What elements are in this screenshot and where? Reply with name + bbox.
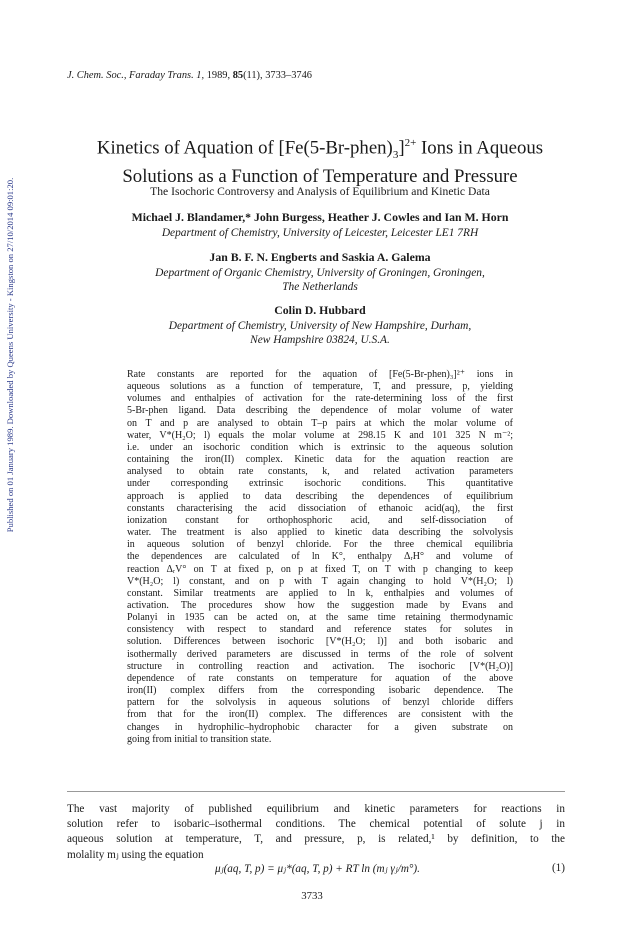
abstract xyxy=(127,369,513,746)
abstract-line: from that for the iron(II) complex. The differences are consistent with the xyxy=(127,709,513,721)
abstract-line: approach is applied to data describing the dependences of equilibrium xyxy=(127,490,513,502)
title-part: Kinetics of Aquation of [Fe(5-Br-phen) xyxy=(96,137,393,159)
download-watermark xyxy=(3,130,17,580)
download-watermark-text: Published on 01 January 1989. Downloaded by Queens University - Kingston on 27/10/2014 09:01:20. xyxy=(5,177,15,533)
abstract-line: going from initial to transition state. xyxy=(127,733,272,745)
abstract-line: reaction ΔᵣV° on T at fixed p, on p at fixed T, on T with p changing to keep xyxy=(127,563,513,575)
abstract-line: pattern for the solvolysis in aqueous solutions of benzyl chloride differs xyxy=(127,697,513,709)
journal-citation xyxy=(67,70,312,81)
journal-name: J. Chem. Soc., Faraday Trans. 1, xyxy=(67,70,205,81)
abstract-line: volumes and enthalpies of activation for the rate-determining loss of the first xyxy=(127,393,513,405)
abstract-line: consistency with respect to standard and reference states for solutes in xyxy=(127,624,513,636)
abstract-line: i.e. under an isochoric condition which is extrinsic to the aqueous solution xyxy=(127,441,513,453)
author-group-3: Colin D. Hubbard xyxy=(274,303,366,317)
abstract-line: structure in controlling reaction and activation. The isochoric [V*(H₂O)] xyxy=(127,660,513,672)
abstract-line: activation. The procedures show how the suggestion made by Evans and xyxy=(127,599,513,611)
author-group-2: Jan B. F. N. Engberts and Saskia A. Galema xyxy=(209,250,431,264)
abstract-line: V*(H₂O; l) constant, and on p with T again changing to hold V*(H₂O; l) xyxy=(127,575,513,587)
abstract-line: on T and p are analysed to obtain T–p pairs at which the molar volume of xyxy=(127,417,513,429)
abstract-line: water. The treatment is also applied to kinetic data describing the solvolysis xyxy=(127,527,513,539)
affiliation-3-line-1: Department of Chemistry, University of New Hampshire, Durham, xyxy=(168,320,472,332)
title-superscript: 2+ xyxy=(404,137,417,149)
title-subscript: 3 xyxy=(392,149,399,162)
body-line: solution refer to isobaric–isothermal conditions. The chemical potential of solute j in xyxy=(67,818,565,831)
abstract-line: iron(II) complex differs from the corresponding isobaric dependence. The xyxy=(127,685,513,697)
abstract-line: analysed to obtain rate constants, k, and related activation parameters xyxy=(127,466,513,478)
body-paragraph xyxy=(67,802,565,863)
abstract-line: ionization constant for orthophosphoric acid, and self-dissociation of xyxy=(127,514,513,526)
abstract-line: isothermally derived parameters are discussed in terms of the role of solvent xyxy=(127,648,513,660)
abstract-line: water, V*(H₂O; l) equals the molar volume at 298.15 K and 101 325 N m⁻²; xyxy=(127,429,513,441)
journal-year: 1989, xyxy=(206,70,231,81)
body-line: aqueous solution at temperature, T, and pressure, p, is related,¹ by definition, to the xyxy=(67,833,565,846)
abstract-line: constants characterising the acid dissociation of ethanoic acid(aq), the first xyxy=(127,502,513,514)
author-group-1: Michael J. Blandamer,* John Burgess, Heather J. Cowles and Ian M. Horn xyxy=(131,210,509,224)
abstract-line: dependence of rate constants on temperature for aquation of the above xyxy=(127,672,513,684)
abstract-line: constant. Similar treatments are applied to ln k, enthalpies and volumes of xyxy=(127,587,513,599)
abstract-line: changes in hydrophilic–hydrophobic character for a given substrate on xyxy=(127,721,513,733)
page-number: 3733 xyxy=(301,890,323,902)
title-part: ] xyxy=(398,137,405,159)
affiliation-2-line-1: Department of Organic Chemistry, University of Groningen, Groningen, xyxy=(155,267,485,279)
body-line: The vast majority of published equilibrium and kinetic parameters for reactions in xyxy=(67,803,565,815)
abstract-line: solution. Differences between isochoric [V*(H₂O; l)] and both isobaric and xyxy=(127,636,513,648)
abstract-line: Polanyi in 1935 can be acted on, at the same time retaining thermodynamic xyxy=(127,612,513,624)
title-line-1 xyxy=(40,132,600,166)
abstract-line: under corresponding extrinsic isochoric conditions. This quantitative xyxy=(127,478,513,490)
paper-title xyxy=(40,132,600,188)
title-part: Ions in Aqueous xyxy=(416,137,544,159)
journal-volume: 85 xyxy=(232,70,244,81)
title-line-2: Solutions as a Function of Temperature and Pressure xyxy=(122,166,518,188)
affiliation-1-line-1: Department of Chemistry, University of Leicester, Leicester LE1 7RH xyxy=(161,227,479,239)
abstract-line: containing the iron(II) complex. Kinetic data for the aquation reaction are xyxy=(127,454,513,466)
equation-formula: μⱼ(aq, T, p) = μⱼ*(aq, T, p) + RT ln (mⱼ γⱼ/m°). xyxy=(215,863,420,875)
section-divider xyxy=(67,791,565,792)
abstract-line: in aqueous solution of benzyl chloride. For the three chemical equilibria xyxy=(127,539,513,551)
abstract-line: the dependences are calculated of ln K°, enthalpy ΔᵣH° and volume of xyxy=(127,551,513,563)
affiliation-3-line-2: New Hampshire 03824, U.S.A. xyxy=(250,334,390,346)
equation-number: (1) xyxy=(551,862,565,874)
journal-issue-pages: (11), 3733–3746 xyxy=(243,70,312,81)
abstract-line: Rate constants are reported for the aquation of [Fe(5-Br-phen)₃]²⁺ ions in xyxy=(127,369,513,380)
abstract-line: 5-Br-phen ligand. Data describing the dependence of molar volume of water xyxy=(127,405,513,417)
abstract-line: aqueous solutions as a function of temperature, T, and pressure, p, yielding xyxy=(127,381,513,393)
body-line: molality mⱼ using the equation xyxy=(67,848,204,861)
affiliation-2-line-2: The Netherlands xyxy=(282,281,358,293)
paper-subtitle: The Isochoric Controversy and Analysis of Equilibrium and Kinetic Data xyxy=(150,185,490,198)
